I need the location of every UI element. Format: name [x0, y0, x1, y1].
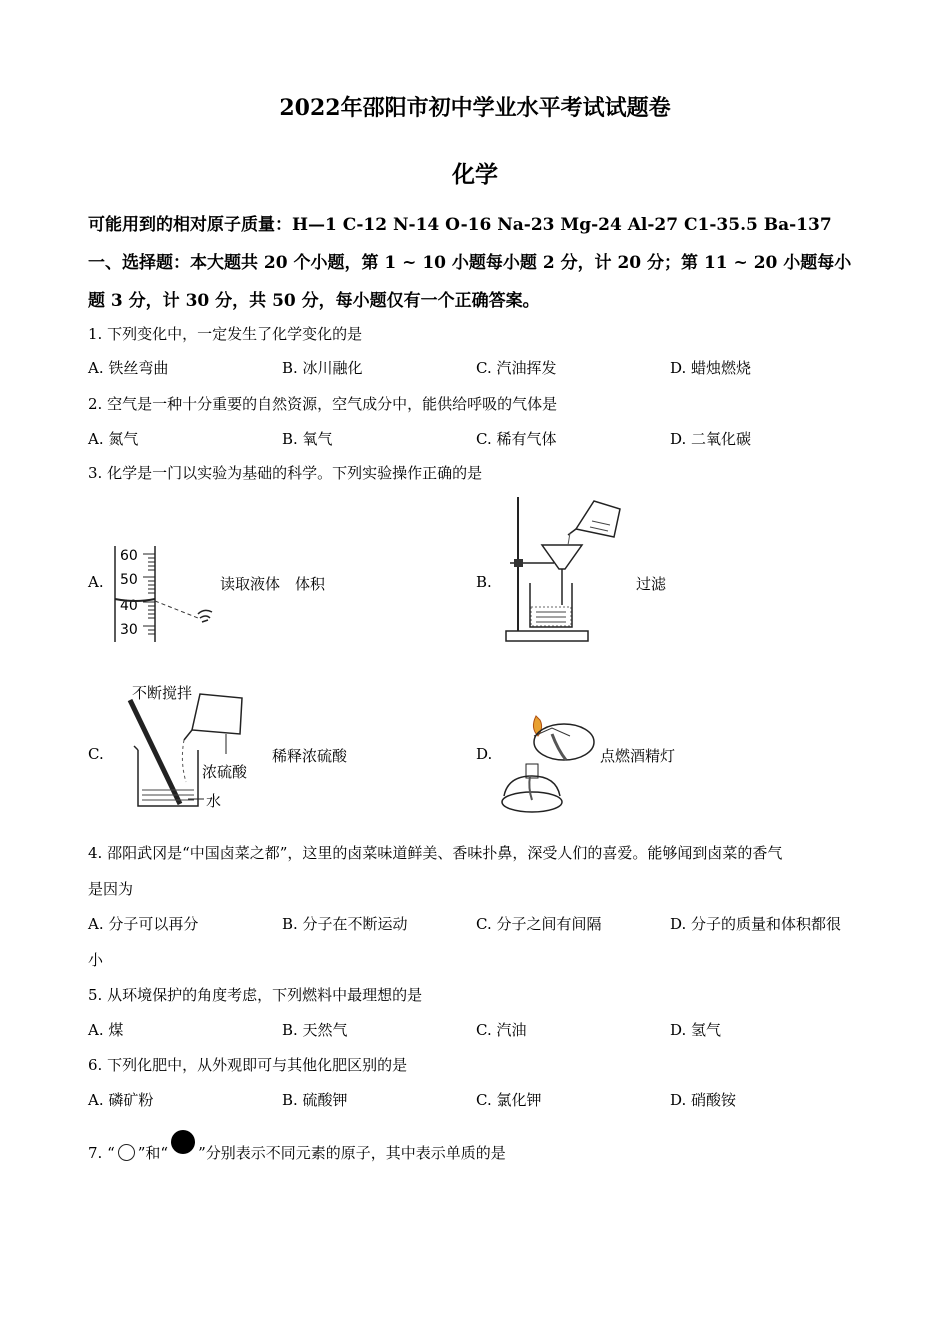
- q4-stem-line1: 4. 邵阳武冈是“中国卤菜之都”，这里的卤菜味道鲜美、香味扑鼻，深受人们的喜爱。能够闻到卤菜的香气: [88, 844, 783, 862]
- q2-option-c: C. 稀有气体: [476, 430, 557, 448]
- q3-option-c-letter: C.: [88, 745, 104, 763]
- q6-option-d: D. 硝酸铵: [670, 1091, 737, 1109]
- q6-option-c: C. 氯化钾: [476, 1091, 542, 1109]
- q2-option-a: A. 氮气: [88, 430, 139, 448]
- q4-option-d: D. 分子的质量和体积都很: [670, 915, 842, 933]
- subject-title: 化学: [452, 161, 498, 188]
- q7-stem: [88, 1136, 506, 1163]
- label-water: 水: [206, 792, 222, 810]
- q1-option-b: B. 冰川融化: [282, 359, 363, 377]
- label-stir: 不断搅拌: [132, 684, 193, 702]
- q7-suffix: ”分别表示不同元素的原子，其中表示单质的是: [198, 1144, 506, 1162]
- q5-option-a: A. 煤: [88, 1021, 124, 1039]
- section-heading-line2: 题 3 分，计 30 分，共 50 分，每小题仅有一个正确答案。: [88, 291, 540, 311]
- q1-option-d: D. 蜡烛燃烧: [670, 359, 752, 377]
- q5-option-b: B. 天然气: [282, 1021, 348, 1039]
- q7-middle: ”和“: [137, 1144, 169, 1162]
- q4-option-b: B. 分子在不断运动: [282, 915, 408, 933]
- label-acid: 浓硫酸: [202, 763, 248, 781]
- dilution-figure: [118, 682, 260, 810]
- q4-option-a: A. 分子可以再分: [88, 915, 199, 933]
- q4-option-c: C. 分子之间有间隔: [476, 915, 602, 933]
- graduated-cylinder-figure: [112, 544, 222, 644]
- cylinder-tick-30: 30: [120, 622, 138, 638]
- q6-option-a: A. 磷矿粉: [88, 1091, 154, 1109]
- q3-option-d-caption: 点燃酒精灯: [600, 747, 676, 765]
- q5-option-c: C. 汽油: [476, 1021, 527, 1039]
- white-atom-icon: [118, 1144, 135, 1161]
- q5-stem: 5. 从环境保护的角度考虑，下列燃料中最理想的是: [88, 986, 423, 1004]
- alcohol-lamp-figure: [500, 706, 600, 814]
- q6-option-b: B. 硫酸钾: [282, 1091, 348, 1109]
- q1-option-c: C. 汽油挥发: [476, 359, 557, 377]
- cylinder-tick-60: 60: [120, 548, 138, 564]
- filtration-figure: [502, 495, 627, 643]
- q3-option-d-letter: D.: [476, 745, 493, 763]
- q4-stem-line2: 是因为: [88, 880, 134, 898]
- q1-stem: 1. 下列变化中，一定发生了化学变化的是: [88, 325, 363, 343]
- q2-option-b: B. 氧气: [282, 430, 333, 448]
- q7-prefix: 7. “: [88, 1144, 115, 1162]
- q4-option-d-continued: 小: [88, 951, 104, 969]
- q3-stem: 3. 化学是一门以实验为基础的科学。下列实验操作正确的是: [88, 464, 483, 482]
- cylinder-tick-40: 40: [120, 598, 138, 614]
- cylinder-tick-50: 50: [120, 572, 138, 588]
- q3-option-b-letter: B.: [476, 573, 492, 591]
- q2-stem: 2. 空气是一种十分重要的自然资源，空气成分中，能供给呼吸的气体是: [88, 395, 558, 413]
- q1-option-a: A. 铁丝弯曲: [88, 359, 169, 377]
- atomic-masses: 可能用到的相对原子质量：H—1 C-12 N-14 O-16 Na-23 Mg-24 Al-27 C1-35.5 Ba-137: [88, 215, 832, 235]
- q2-option-d: D. 二氧化碳: [670, 430, 752, 448]
- q3-option-c-caption: 稀释浓硫酸: [272, 747, 348, 765]
- section-heading-line1: 一、选择题：本大题共 20 个小题，第 1 ~ 10 小题每小题 2 分，计 20 分；第 11 ~ 20 小题每小: [88, 253, 852, 273]
- q3-option-a-letter: A.: [88, 573, 104, 591]
- black-atom-icon: [171, 1130, 195, 1154]
- eye-icon: [198, 610, 212, 622]
- page-title: 2022年邵阳市初中学业水平考试试题卷: [279, 95, 671, 121]
- q5-option-d: D. 氢气: [670, 1021, 722, 1039]
- q3-option-a-caption: 读取液体 体积: [220, 575, 326, 593]
- q6-stem: 6. 下列化肥中，从外观即可与其他化肥区别的是: [88, 1056, 408, 1074]
- q3-option-b-caption: 过滤: [636, 575, 667, 593]
